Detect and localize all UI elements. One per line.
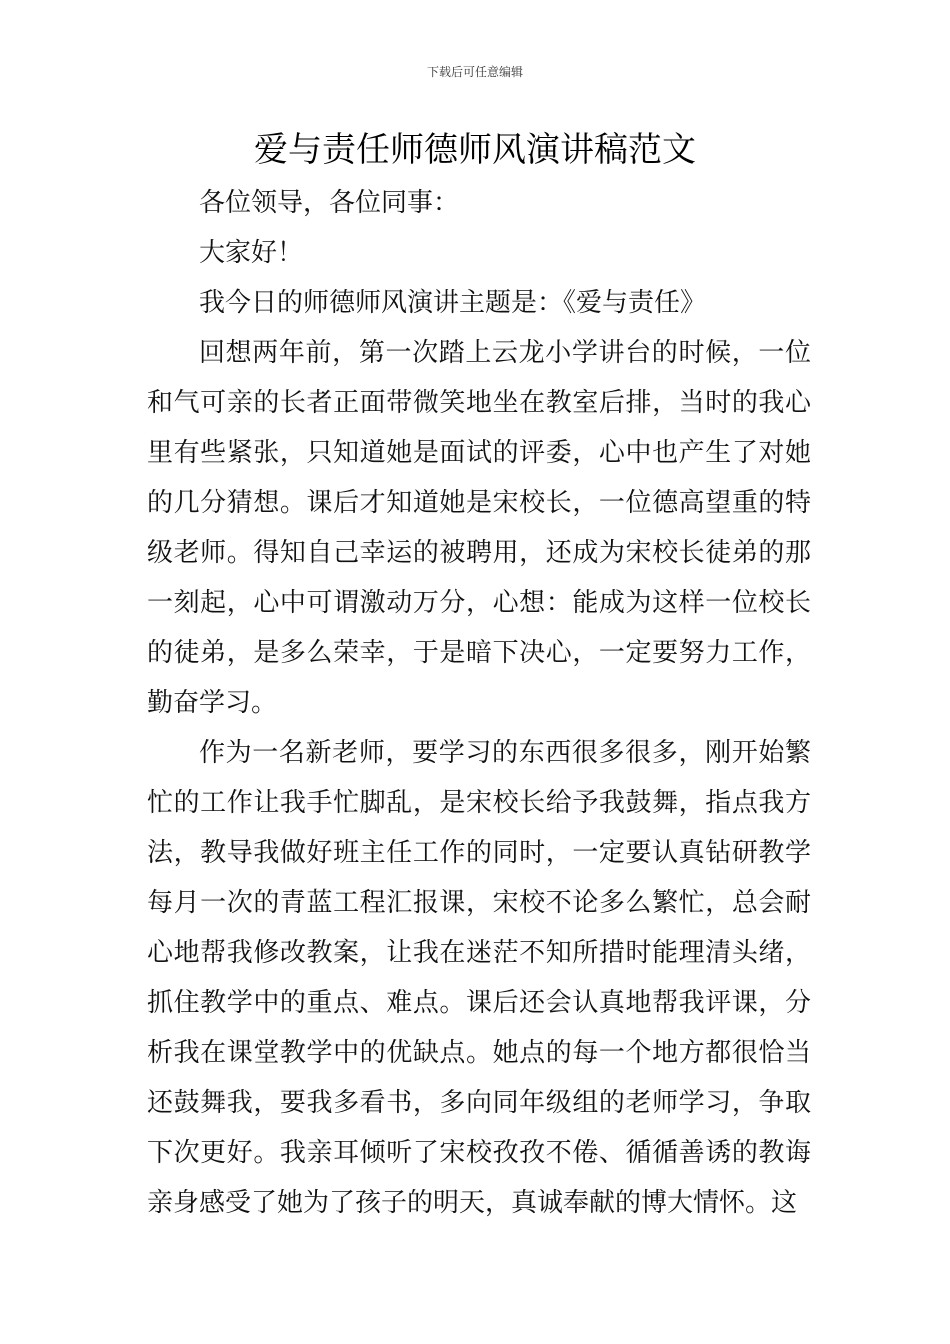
- document-title: 爱与责任师德师风演讲稿范文: [254, 130, 696, 170]
- greeting-paragraph: 各位领导，各位同事：: [199, 188, 460, 218]
- salutation-paragraph: 大家好！: [199, 238, 304, 268]
- body-paragraph: 作为一名新老师，要学习的东西很多很多，刚开始繁忙的工作让我手忙脚乱，是宋校长给予我鼓舞，指点我方法，教导我做好班主任工作的同时，一定要认真钻研教学每月一次的青蓝工程汇报课，宋校不论多么繁忙，总会耐心地帮我修改教案，让我在迷茫不知所措时能理清头绪，抓住教学中的重点、难点。课后还会认真地帮我评课，分析我在课堂教学中的优缺点。她点的每一个地方都很恰当还鼓舞我，要我多看书，多向同年级组的老师学习，争取下次更好。我亲耳倾听了宋校孜孜不倦、循循善诱的教诲亲身感受了她为了孩子的明天，真诚奉献的博大情怀。这: [147, 738, 811, 1218]
- body-paragraph: 回想两年前，第一次踏上云龙小学讲台的时候，一位和气可亲的长者正面带微笑地坐在教室后排，当时的我心里有些紧张，只知道她是面试的评委，心中也产生了对她的几分猜想。课后才知道她是宋校长，一位德高望重的特级老师。得知自己幸运的被聘用，还成为宋校长徒弟的那一刻起，心中可谓激动万分，心想：能成为这样一位校长的徒弟，是多么荣幸，于是暗下决心，一定要努力工作，勤奋学习。: [147, 338, 811, 718]
- header-note: 下载后可任意编辑: [426, 65, 523, 79]
- document-body: [147, 178, 811, 1228]
- topic-paragraph: 我今日的师德师风演讲主题是：《爱与责任》: [199, 288, 707, 318]
